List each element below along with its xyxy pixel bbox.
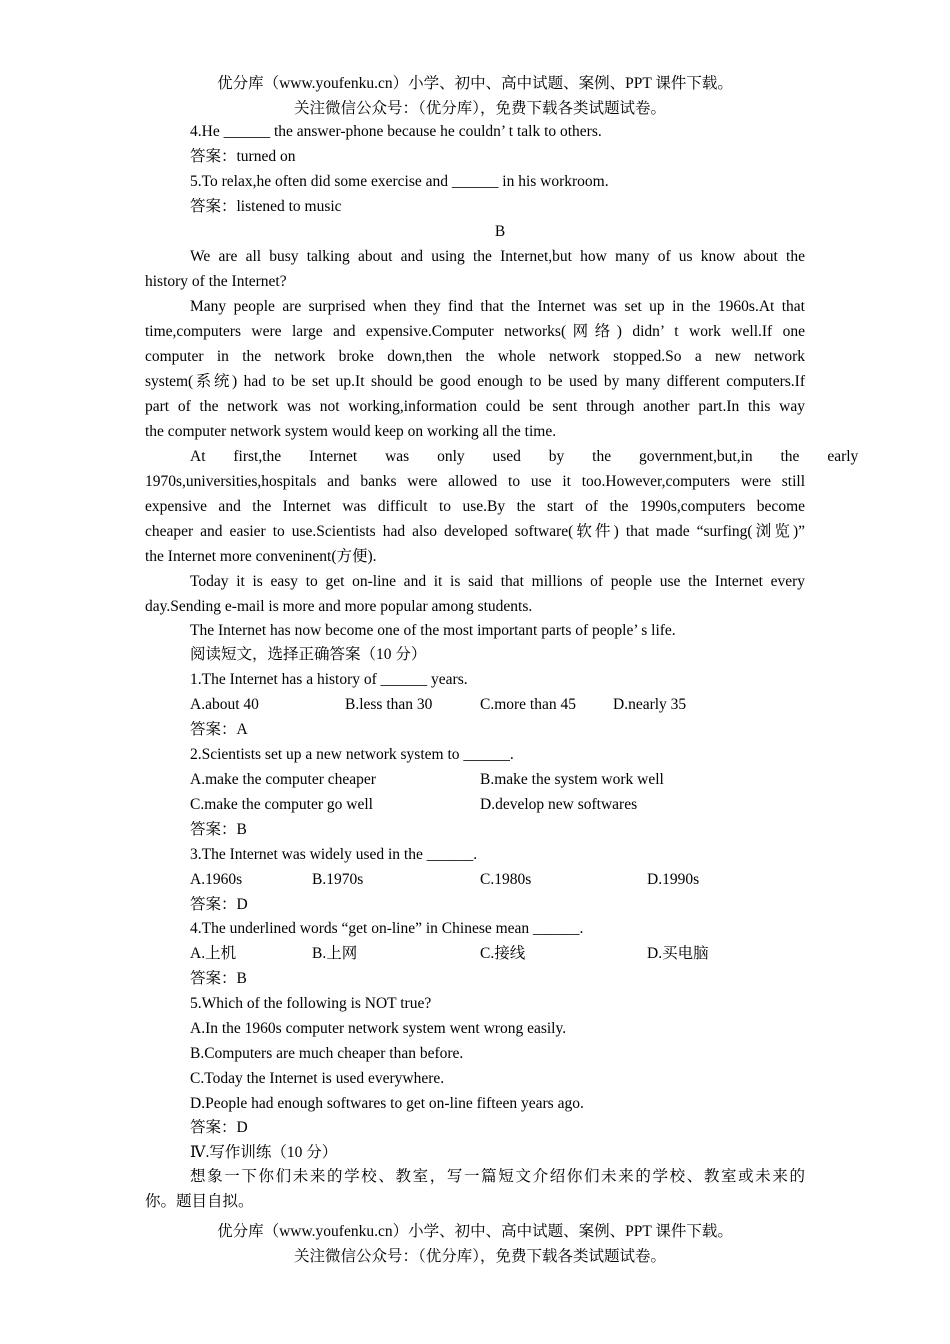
section-b-title: B bbox=[494, 223, 506, 240]
answer-5: 答案：listened to music bbox=[190, 198, 342, 215]
reading-instruction: 阅读短文，选择正确答案（10 分） bbox=[190, 646, 427, 663]
paragraph-2-line-3: computer in the network broke down,then the whole network stopped.So a new network bbox=[145, 348, 805, 365]
q4-option-b: B.上网 bbox=[312, 945, 358, 962]
q3-option-a: A.1960s bbox=[190, 871, 243, 888]
paragraph-2-line-1: Many people are surprised when they find that the Internet was set up in the 1960s.At that bbox=[190, 298, 805, 315]
footer-line-2: 关注微信公众号：（优分库），免费下载各类试题试卷。 bbox=[293, 1248, 666, 1265]
paragraph-3-line-4: cheaper and easier to use.Scientists had also developed software(软件) that made “surfing(浏览)” bbox=[145, 523, 805, 540]
q3-option-c: C.1980s bbox=[480, 871, 532, 888]
q3-answer: 答案：D bbox=[190, 896, 248, 913]
q4-option-d: D.买电脑 bbox=[647, 945, 709, 962]
paragraph-5: The Internet has now become one of the most important parts of people’ s life. bbox=[190, 622, 676, 639]
q4-option-a: A.上机 bbox=[190, 945, 237, 962]
q5-option-c: C.Today the Internet is used everywhere. bbox=[190, 1070, 445, 1087]
paragraph-3-line-5: the Internet more conveninent(方便). bbox=[145, 548, 377, 565]
q4-answer: 答案：B bbox=[190, 970, 247, 987]
q2-answer: 答案：B bbox=[190, 821, 247, 838]
q5-option-a: A.In the 1960s computer network system went wrong easily. bbox=[190, 1020, 567, 1037]
question-4: 4.He ______ the answer-phone because he couldn’ t talk to others. bbox=[190, 123, 602, 140]
header-line-1: 优分库（www.youfenku.cn）小学、初中、高中试题、案例、PPT 课件下载。 bbox=[217, 75, 733, 92]
paragraph-3-line-1: At first,the Internet was only used by the government,but,in the early bbox=[190, 448, 859, 465]
q3-stem: 3.The Internet was widely used in the ______. bbox=[190, 846, 478, 863]
header-line-2: 关注微信公众号：（优分库），免费下载各类试题试卷。 bbox=[293, 100, 666, 117]
q1-option-a: A.about 40 bbox=[190, 696, 259, 713]
paragraph-1-line-2: history of the Internet? bbox=[145, 273, 287, 290]
paragraph-4-line-2: day.Sending e-mail is more and more popular among students. bbox=[145, 598, 533, 615]
q2-option-b: B.make the system work well bbox=[480, 771, 664, 788]
paragraph-2-line-6: the computer network system would keep on working all the time. bbox=[145, 423, 557, 440]
q2-option-c: C.make the computer go well bbox=[190, 796, 373, 813]
paragraph-1-line-1: We are all busy talking about and using the Internet,but how many of us know about the bbox=[190, 248, 805, 265]
paragraph-2-line-2: time,computers were large and expensive.Computer networks(网络) didn’ t work well.If one bbox=[145, 323, 805, 340]
q1-option-d: D.nearly 35 bbox=[613, 696, 687, 713]
q2-stem: 2.Scientists set up a new network system to ______. bbox=[190, 746, 514, 763]
q3-option-b: B.1970s bbox=[312, 871, 364, 888]
q5-stem: 5.Which of the following is NOT true? bbox=[190, 995, 432, 1012]
q1-option-b: B.less than 30 bbox=[345, 696, 433, 713]
paragraph-2-line-4: system(系统) had to be set up.It should be good enough to be used by many different computers.If bbox=[145, 373, 805, 390]
q2-option-d: D.develop new softwares bbox=[480, 796, 638, 813]
q5-answer: 答案：D bbox=[190, 1119, 248, 1136]
q5-option-d: D.People had enough softwares to get on-line fifteen years ago. bbox=[190, 1095, 584, 1112]
answer-4: 答案：turned on bbox=[190, 148, 296, 165]
writing-prompt-line-1: 想象一下你们未来的学校、教室，写一篇短文介绍你们未来的学校、教室或未来的 bbox=[190, 1168, 805, 1185]
writing-title: Ⅳ.写作训练（10 分） bbox=[190, 1144, 338, 1161]
q4-stem: 4.The underlined words “get on-line” in Chinese mean ______. bbox=[190, 920, 584, 937]
paragraph-3-line-3: expensive and the Internet was difficult to use.By the start of the 1990s,computers become bbox=[145, 498, 805, 515]
paragraph-2-line-5: part of the network was not working,information could be sent through another part.In this way bbox=[145, 398, 805, 415]
footer-line-1: 优分库（www.youfenku.cn）小学、初中、高中试题、案例、PPT 课件下载。 bbox=[217, 1223, 733, 1240]
paragraph-3-line-2: 1970s,universities,hospitals and banks were allowed to use it too.However,computers were still bbox=[145, 473, 805, 490]
question-5: 5.To relax,he often did some exercise and ______ in his workroom. bbox=[190, 173, 609, 190]
q3-option-d: D.1990s bbox=[647, 871, 700, 888]
q1-option-c: C.more than 45 bbox=[480, 696, 576, 713]
q5-option-b: B.Computers are much cheaper than before. bbox=[190, 1045, 464, 1062]
q1-stem: 1.The Internet has a history of ______ years. bbox=[190, 671, 468, 688]
paragraph-4-line-1: Today it is easy to get on-line and it is said that millions of people use the Internet every bbox=[190, 573, 805, 590]
q1-answer: 答案：A bbox=[190, 721, 248, 738]
writing-prompt-line-2: 你。题目自拟。 bbox=[145, 1193, 254, 1210]
q4-option-c: C.接线 bbox=[480, 945, 526, 962]
q2-option-a: A.make the computer cheaper bbox=[190, 771, 376, 788]
